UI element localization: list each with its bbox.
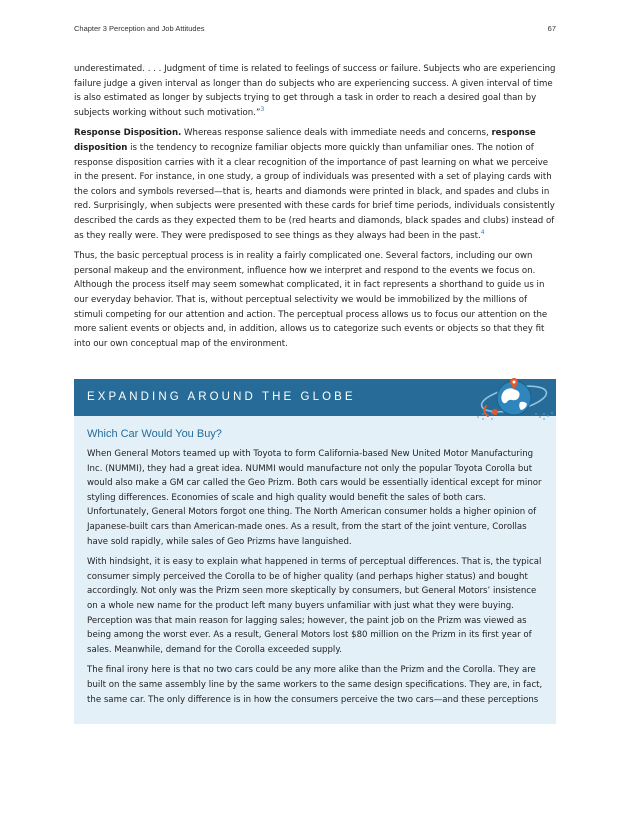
footnote-ref-4[interactable]: 4 bbox=[480, 228, 485, 236]
main-content bbox=[74, 62, 557, 357]
section-heading: Response Disposition. bbox=[74, 128, 182, 139]
paragraph-response-disposition: Response Disposition. Whereas response salience deals with immediate needs and concerns, response disposition is the tendency to recognize familiar objects more quickly than unfamiliar ones. The notion of response disposition carries with it a clear recognition of the importance of past learning on what we perceive in the present. For instance, in one study, a group of individuals was presented with a set of playing cards with the colors and symbols reversed—that is, hearts and diamonds were printed in black, and spades and clubs in red. Surprisingly, when subjects were presented with these cards for brief time periods, individuals consistently described the cards as they expected them to be (red hearts and diamonds, black spades and clubs) instead of as they really were. They were predisposed to see things as they always had been in the past.$^4$ bbox=[74, 128, 555, 241]
chapter-title: Chapter 3 Perception and Job Attitudes bbox=[74, 24, 205, 33]
feature-paragraph-1: When General Motors teamed up with Toyota to form California-based New United Motor Manufacturing Inc. (NUMMI), they had a great idea. NUMMI would manufacture not only the popular Toyota Corolla but would also make a GM car called the Geo Prizm. Both cars would be essentially identical except for minor styling differences. Economies of scale and high quality would benefit the sales of both cars. Unfortunately, General Motors forgot one thing. The North American consumer holds a higher opinion of Japanese-built cars than American-made ones. As a result, from the start of the joint venture, Corollas have sold rapidly, while sales of Geo Prizms have languished. bbox=[87, 449, 542, 547]
feature-banner-title: EXPANDING AROUND THE GLOBE bbox=[87, 391, 356, 403]
feature-banner bbox=[74, 379, 556, 416]
paragraph-time-judgment: underestimated. . . . Judgment of time is related to feelings of success or failure. Subjects who are experiencing failure judge a given interval as longer than do subjects who are experiencing success. A given interval of time is also estimated as longer by subjects trying to get through a task in order to reach a desired goal than by subjects working without such motivation.”$^3$ bbox=[74, 64, 556, 118]
feature-body bbox=[74, 416, 556, 707]
feature-box bbox=[74, 379, 556, 724]
feature-subtitle: Which Car Would You Buy? bbox=[87, 428, 222, 440]
feature-paragraph-2: With hindsight, it is easy to explain what happened in terms of perceptual differences. That is, the typical consumer simply perceived the Corolla to be of higher quality (and perhaps higher status) and bought accordingly. Not only was the Prizm seen more skeptically by consumers, but General Motors’ insistence on a whole new name for the product left many buyers unfamiliar with just what they were buying. Perception was that main reason for lagging sales; however, the paint job on the Prizm was viewed as being among the worst ever. As a result, General Motors lost $80 million on the Prizm in its first year of sales. Meanwhile, demand for the Corolla exceeded supply. bbox=[87, 557, 542, 655]
globe-icon bbox=[474, 373, 554, 423]
key-term: response disposition bbox=[74, 128, 536, 153]
paragraph-perceptual-process: Thus, the basic perceptual process is in reality a fairly complicated one. Several factors, including our own personal makeup and the environment, influence how we interpret and respond to the events we focus on. Although the process itself may seem somewhat complicated, it in fact represents a shorthand to guide us in our everyday behavior. That is, without perceptual selectivity we would be immobilized by the millions of stimuli competing for our attention and action. The perceptual process allows us to focus our attention on the more salient events or objects and, in addition, allows us to categorize such events or objects so that they fit into our own conceptual map of the environment. bbox=[74, 251, 548, 349]
footnote-ref-3[interactable]: 3 bbox=[260, 105, 265, 113]
page-number: 67 bbox=[547, 24, 556, 33]
running-head bbox=[74, 24, 556, 33]
feature-paragraph-3: The final irony here is that no two cars could be any more alike than the Prizm and the Corolla. They are built on the same assembly line by the same workers to the same design specifications. They are, in fact, the same car. The only difference is in how the consumers perceive the two cars—and these perceptions bbox=[87, 665, 543, 705]
